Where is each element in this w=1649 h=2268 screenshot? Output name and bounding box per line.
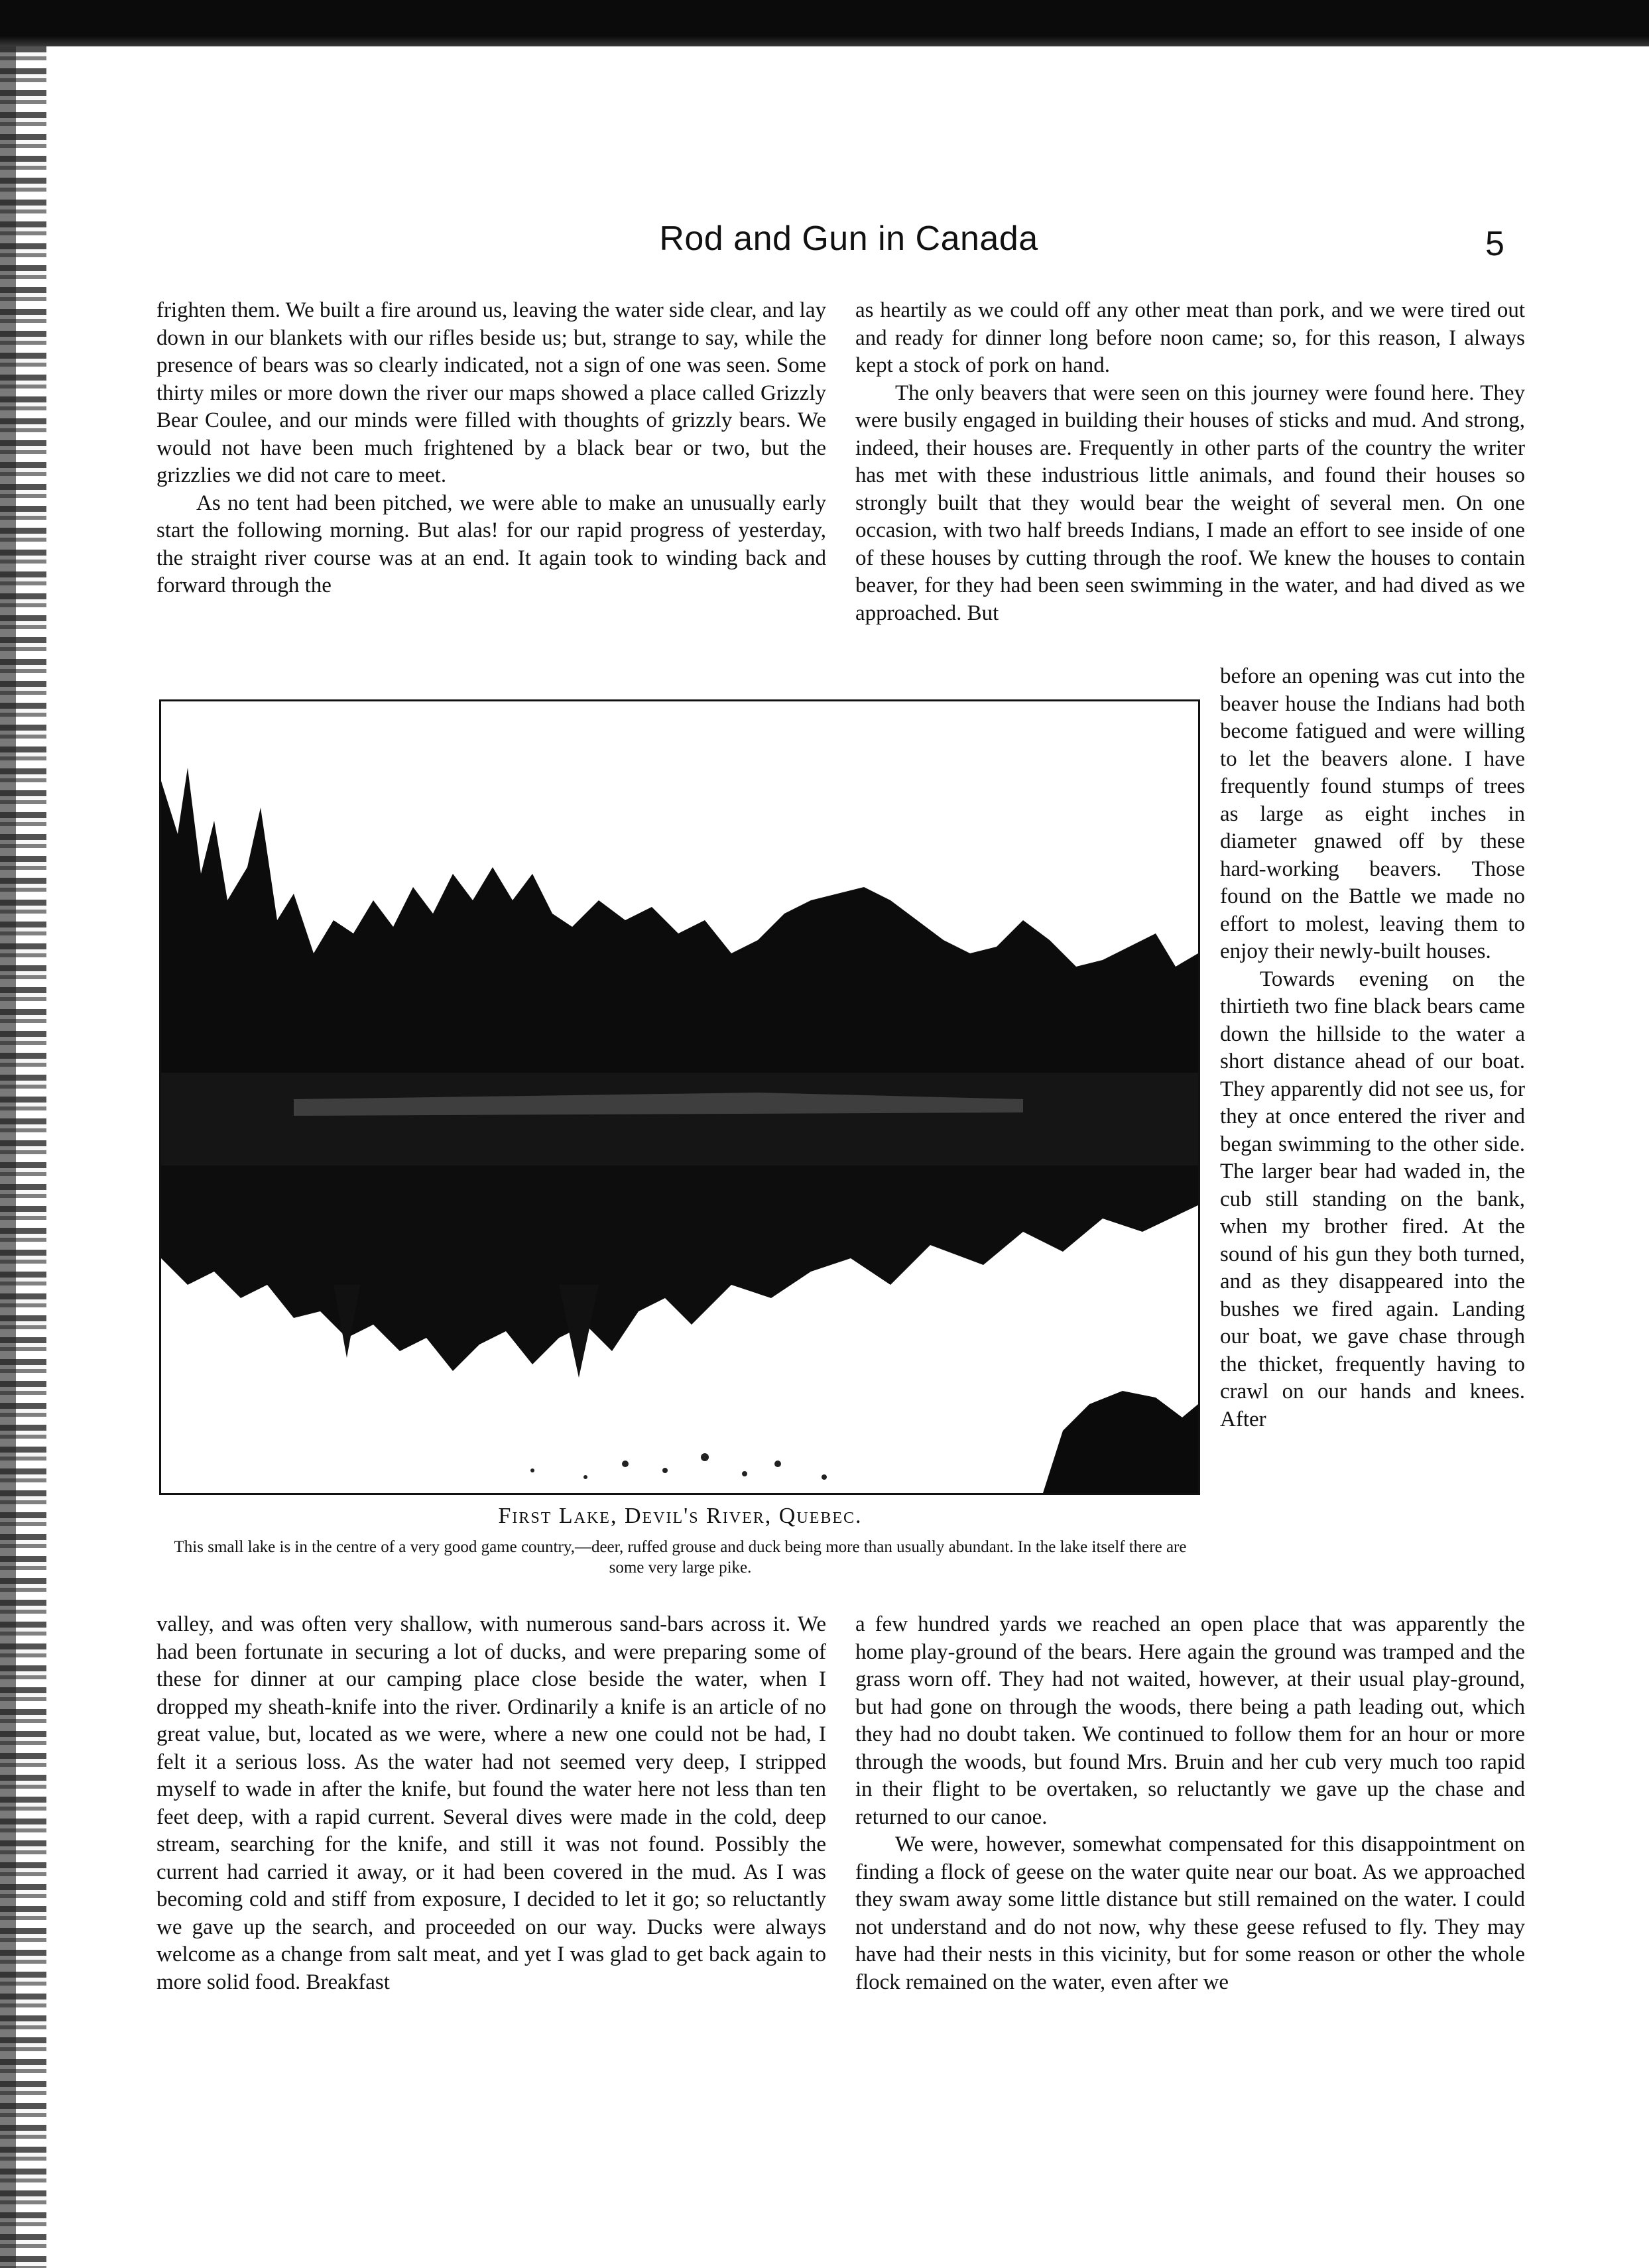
paragraph: a few hundred yards we reached an open place that was apparently the home play-ground of the bears. Here again the ground was tramped and the grass worn off. They had not waited, however, at their usual play-ground, but had gone on through the woods, there being a path leading out, which they had no doubt taken. We continued to follow them for an hour or more through the woods, but found Mrs. Bruin and her cub very much too rapid in their flight to be overtaken, so reluctantly we gave up the chase and returned to our canoe. bbox=[855, 1612, 1525, 1829]
column-right-bottom bbox=[855, 1611, 1525, 2198]
paragraph: frighten them. We built a fire around us, leaving the water side clear, and lay down in our blankets with our rifles beside us; but, strange to say, while the presence of bears was so clearly indicated, not a sign of one was seen. Some thirty miles or more down the river our maps showed a place called Grizzly Bear Coulee, and our minds were filled with thoughts of grizzly bears. We would not have been much frightened by a black bear or two, but the grizzlies we did not care to meet. bbox=[156, 298, 826, 487]
running-header: Rod and Gun in Canada bbox=[659, 219, 1038, 258]
caption-text: This small lake is in the centre of a very good game country,—deer, ruffed grouse and duck being more than usually abundant. In the lake itself there are some very large pike. bbox=[174, 1538, 1187, 1577]
paragraph: valley, and was often very shallow, with numerous sand-bars across it. We had been fortunate in securing a lot of ducks, and were preparing some of these for dinner at our camping place close beside the water, when I dropped my sheath-knife into the river. Ordinarily a knife is an article of no great value, but, located as we were, where a new one could not be had, I felt it a serious loss. As the water had not seemed very deep, I stripped myself to wade in after the knife, but found the water here not less than ten feet deep, with a rapid current. Several dives were made in the cold, deep stream, searching for the knife, and still it was not found. Possibly the current had carried it away, or it had been covered in the mud. As I was becoming cold and stiff from exposure, I decided to let it go; so reluctantly we gave up the search, and proceeded on our way. Ducks were always welcome as a change from salt meat, and yet I was glad to get back again to more solid food. Breakfast bbox=[156, 1612, 826, 1994]
lake-landscape-image bbox=[161, 701, 1198, 1493]
paragraph: as heartily as we could off any other meat than pork, and we were tired out and ready for dinner long before noon came; so, for this reason, I always kept a stock of pork on hand. bbox=[855, 298, 1525, 377]
caption-title: First Lake, Devil's River, Quebec. bbox=[498, 1504, 863, 1528]
page-number: 5 bbox=[1485, 225, 1504, 263]
paragraph: As no tent had been pitched, we were able to make an unusually early start the following morning. But alas! for our rapid progress of yesterday, the straight river course was at an end. It again took to winding back and forward through the bbox=[156, 491, 826, 597]
column-right-top bbox=[855, 297, 1525, 668]
scan-binding-shadow bbox=[0, 46, 16, 2268]
lake-photograph bbox=[159, 699, 1200, 1495]
paragraph: We were, however, somewhat compensated for this disappointment on finding a flock of geese on the water quite near our boat. As we approached they swam away some little distance but still remained on the water. I could not understand and do not now, why these geese refused to fly. They may have had their nests in this vicinity, but for some reason or other the whole flock remained on the water, even after we bbox=[855, 1832, 1525, 1994]
column-right-side bbox=[1220, 663, 1525, 1598]
scan-top-edge bbox=[0, 0, 1649, 46]
paragraph: The only beavers that were seen on this journey were found here. They were busily engaged in building their houses of sticks and mud. And strong, indeed, their houses are. Frequently in other parts of the country the writer has met with these industrious little animals, and found their houses so strongly built that they would bear the weight of several men. On one occasion, with two half breeds Indians, I made an effort to see inside of one of these houses by cutting through the roof. We knew the houses to contain beaver, for they had been seen swimming in the water, and had dived as we approached. But bbox=[855, 381, 1525, 625]
paragraph: before an opening was cut into the beaver house the Indians had both become fatigued and were willing to let the beavers alone. I have frequently found stumps of trees as large as eight inches in diameter gnawed off by these hard-working beavers. Those found on the Battle we made no effort to molest, leaving them to enjoy their newly-built houses. bbox=[1220, 664, 1525, 963]
paragraph: Towards evening on the thirtieth two fine black bears came down the hillside to the water a short distance ahead of our boat. They apparently did not see us, for they at once entered the river and began swimming to the other side. The larger bear had waded in, the cub still standing on the bank, when my brother fired. At the sound of his gun they both turned, and as they disappeared into the bushes we fired again. Landing our boat, we gave chase through the thicket, frequently having to crawl on our hands and knees. After bbox=[1220, 967, 1525, 1431]
figure-caption bbox=[156, 1504, 1204, 1578]
column-left-top bbox=[156, 297, 826, 668]
column-left-bottom bbox=[156, 1611, 826, 2198]
